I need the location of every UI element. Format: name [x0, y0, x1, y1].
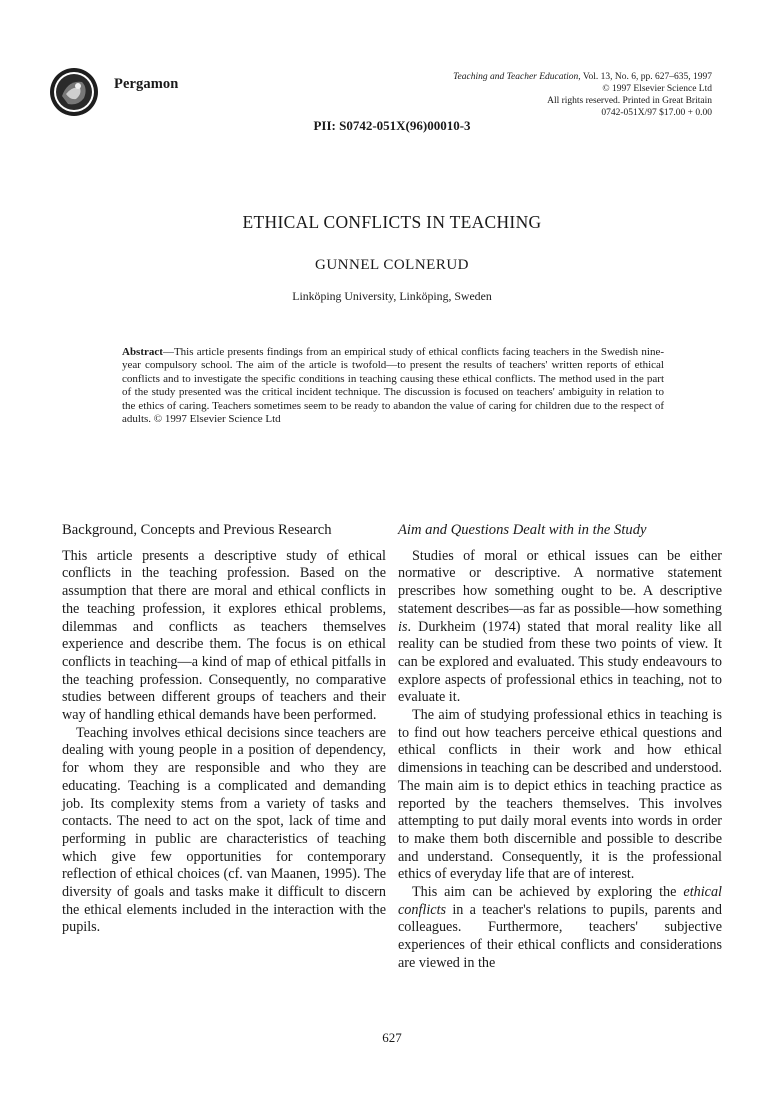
- paragraph: This article presents a descriptive study of ethical conflicts in the teaching profession. Based on the assumption that there are moral and ethical conflicts in the teaching profession, it explores ethical problems, dilemmas and conflicts as teachers themselves experience and describe them. The focus is on ethical conflicts in teaching—a kind of map of ethical pitfalls in the teaching profession. Consequently, no comparative studies between different groups of teachers and their way of handling ethical demands have been performed.: [62, 547, 386, 724]
- text-run: in a teacher's relations to pupils, parents and colleagues. Furthermore, teachers' subjective experiences of their ethical conflicts and considerations are viewed in the: [398, 901, 722, 971]
- paragraph: [398, 548, 722, 707]
- paragraph: Teaching involves ethical decisions since teachers are dealing with young people in a position of dependency, for whom they are responsible and who they are educating. Teaching is a complicated and demanding job. Its complexity stems from a variety of tasks and contacts. The need to act on the spot, lack of time and performing in public are characteristics of teaching which give few opportunities for contemporary reflection of ethical choices (cf. van Maanen, 1995). The diversity of goals and tasks make it difficult to discern the ethical elements included in the interaction with the pupils.: [62, 724, 386, 936]
- abstract: [122, 346, 664, 426]
- pii-identifier: PII: S0742-051X(96)00010-3: [313, 118, 471, 133]
- citation-copyright: © 1997 Elsevier Science Ltd: [602, 84, 712, 94]
- publisher-name: Pergamon: [114, 76, 179, 92]
- paragraph: [398, 884, 722, 973]
- right-column: [398, 522, 722, 973]
- citation-price: 0742-051X/97 $17.00 + 0.00: [601, 108, 712, 118]
- author-name: GUNNEL COLNERUD: [314, 257, 469, 273]
- journal-name: Teaching and Teacher Education: [453, 72, 579, 82]
- emphasis-is: is: [398, 618, 408, 635]
- emphasis-ethical-conflicts: ethical conflicts: [398, 884, 722, 918]
- abstract-label: Abstract: [122, 346, 163, 358]
- abstract-text: —This article presents findings from an empirical study of ethical conflicts facing teachers in the Swedish nine-year compulsory school. The aim of the article is twofold—to present the results of teachers' written reports of ethical conflicts and to investigate the specific conditions in teaching causing these ethical conflicts. The method used in the part of the study presented was the critical incident technique. The discussion is focused on teachers' ambiguity in relation to the ethics of caring. Teachers sometimes seem to be ready to abandon the value of caring for children due to the respect of adults. © 1997 Elsevier Science Ltd: [122, 346, 664, 426]
- author-affiliation: Linköping University, Linköping, Sweden: [292, 289, 492, 303]
- page-number: 627: [382, 1030, 402, 1045]
- journal-volume-pages: , Vol. 13, No. 6, pp. 627–635, 1997: [578, 72, 712, 82]
- citation-rights: All rights reserved. Printed in Great Britain: [547, 96, 712, 106]
- publisher-logo: [48, 66, 100, 118]
- article-title: ETHICAL CONFLICTS IN TEACHING: [242, 212, 542, 232]
- text-run: . Durkheim (1974) stated that moral reality like all reality can be studied from these two points of view. It can be explored and evaluated. This study endeavours to explore aspects of professional ethics in teaching, not to evaluate it.: [398, 618, 722, 706]
- citation-block: [372, 71, 712, 119]
- citation-line-journal: [372, 71, 712, 83]
- left-column: [62, 522, 386, 937]
- paragraph: The aim of studying professional ethics in teaching is to find out how teachers perceive ethical questions and ethical conflicts in their work and how ethical dimensions in teaching can be described and understood. The main aim is to depict ethics in teaching practice as reported by the teachers themselves. This involves attempting to put daily moral events into words in order to make them both discernible and possible to describe and understand. Consequently, it is the professional ethics of everyday life that are of interest.: [398, 707, 722, 883]
- text-run: Studies of moral or ethical issues can be either normative or descriptive. A normative statement prescribes how something ought to be. A descriptive statement describes—as far as possible—how something: [398, 547, 722, 617]
- section-heading-aim: Aim and Questions Dealt with in the Study: [398, 522, 647, 538]
- text-run: This aim can be achieved by exploring the: [412, 884, 684, 901]
- section-heading-background: Background, Concepts and Previous Research: [62, 522, 332, 538]
